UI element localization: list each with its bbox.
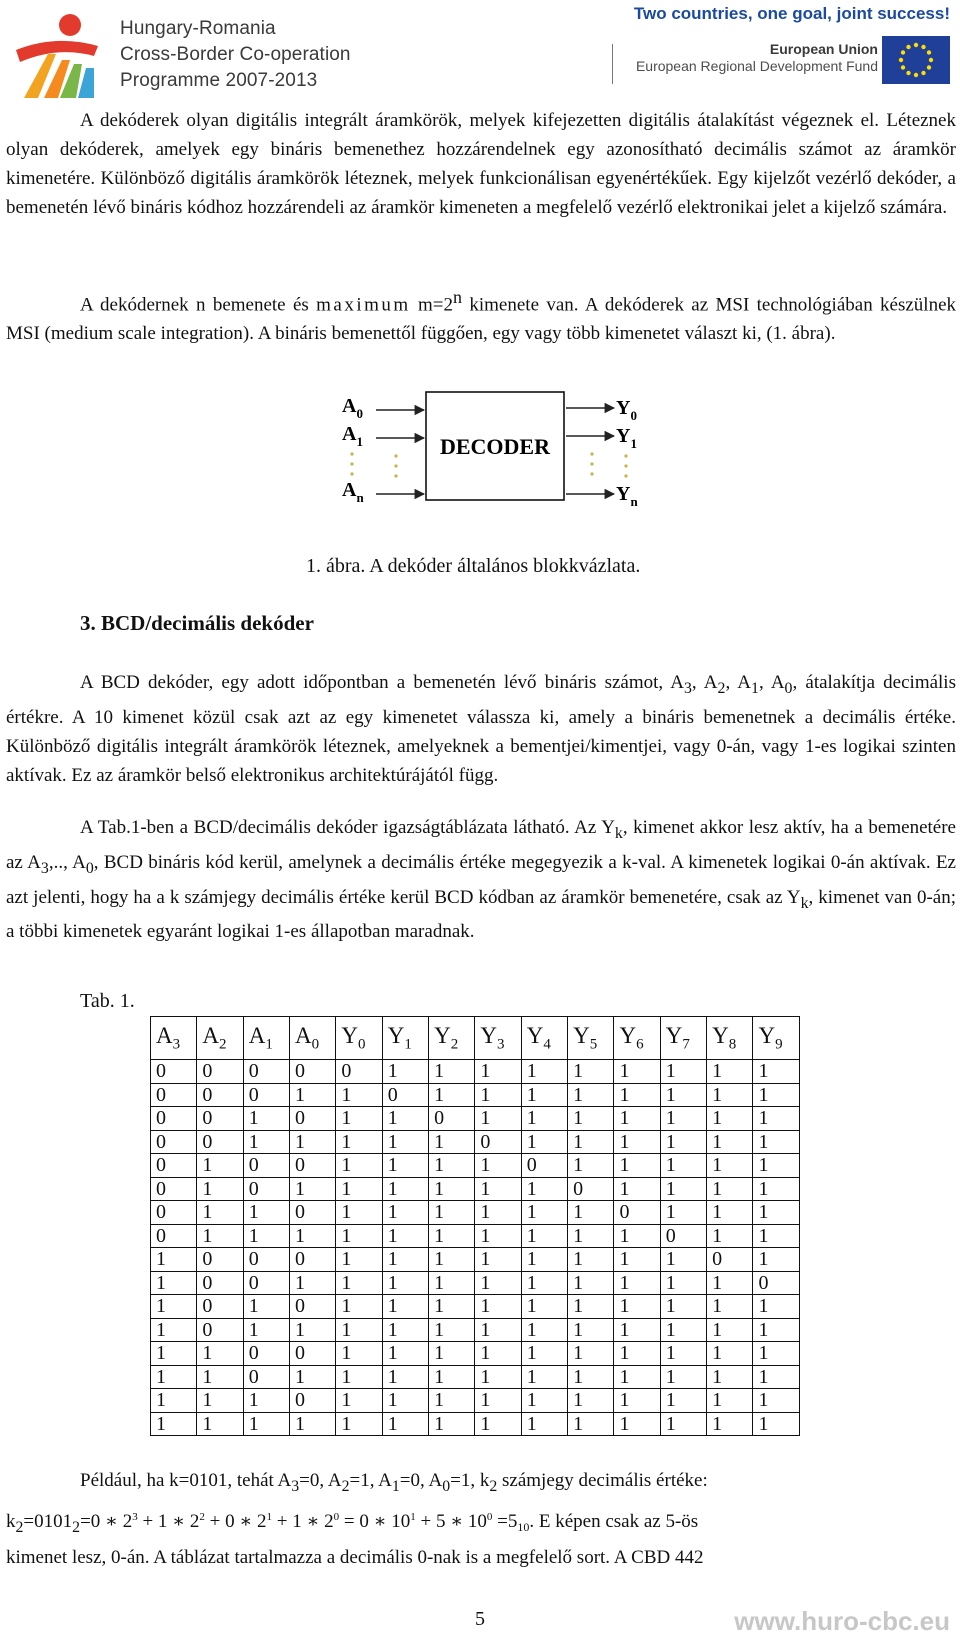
table-header-cell: $Y_4$ xyxy=(521,1017,567,1060)
table-cell: 0 xyxy=(151,1224,197,1248)
table-cell: 1 xyxy=(707,1224,753,1248)
table-cell: 1 xyxy=(707,1060,753,1084)
bcd-paragraph-1: A BCD dekóder, egy adott időpontban a bemenetén lévő bináris számot, $A_3$, $A_2$, $A_1$, $A_0$, átalakítja decimális értékre. A 10 kimenet közül csak azt az egy kimenetet válassza ki, amely a bináris bemenetnek a decimális értéke. Különböző digitális integrált áramkörök léteznek, amelyeknek a bementjei/kimentjei, vagy 0-án, vagy 1-es logikai szinten aktívak. Ez az áramkör belső elektronikus architektúrájától függ. xyxy=(6,672,956,786)
table-cell: 1 xyxy=(429,1342,475,1366)
table-row xyxy=(151,1154,800,1178)
second-paragraph xyxy=(6,283,956,348)
table-cell: 1 xyxy=(429,1412,475,1436)
table-row xyxy=(151,1342,800,1366)
programme-line-3: Programme 2007-2013 xyxy=(120,70,318,91)
table-cell: 1 xyxy=(475,1295,521,1319)
header-divider xyxy=(612,44,613,84)
input-label-an: $A_n$ xyxy=(342,479,364,505)
table-cell: 1 xyxy=(521,1177,567,1201)
example-line-1: Például, ha k=0101, tehát $A_3=0$, $A_2=1$, $A_1=0$, $A_0=1$, $k_2$ számjegy decimális értéke: xyxy=(80,1470,708,1495)
table-cell: 1 xyxy=(753,1177,800,1201)
table-cell: 1 xyxy=(568,1342,614,1366)
table-cell: 1 xyxy=(429,1083,475,1107)
table-header-cell: $Y_5$ xyxy=(568,1017,614,1060)
input-label-a1: $A_1$ xyxy=(342,423,363,449)
table-cell: 1 xyxy=(382,1201,428,1225)
table-cell: 0 xyxy=(151,1177,197,1201)
table-cell: 1 xyxy=(429,1248,475,1272)
table-cell: 0 xyxy=(614,1201,660,1225)
table-cell: 1 xyxy=(707,1107,753,1131)
table-cell: 1 xyxy=(151,1271,197,1295)
table-cell: 1 xyxy=(568,1060,614,1084)
output-label-yn: $Y_n$ xyxy=(616,483,638,509)
table-cell: 1 xyxy=(660,1060,706,1084)
table-cell: 0 xyxy=(290,1295,336,1319)
table-cell: 0 xyxy=(197,1271,243,1295)
table-cell: 1 xyxy=(475,1389,521,1413)
table-cell: 1 xyxy=(429,1201,475,1225)
table-cell: 1 xyxy=(568,1083,614,1107)
table-cell: 1 xyxy=(614,1154,660,1178)
decoder-block-diagram xyxy=(330,384,660,516)
table-cell: 1 xyxy=(243,1130,289,1154)
table-cell: 1 xyxy=(382,1060,428,1084)
table-cell: 1 xyxy=(290,1365,336,1389)
table-cell: 0 xyxy=(290,1107,336,1131)
table-cell: 1 xyxy=(707,1342,753,1366)
table-cell: 0 xyxy=(151,1154,197,1178)
decoder-label: DECODER xyxy=(439,434,551,459)
table-cell: 1 xyxy=(336,1342,382,1366)
table-cell: 1 xyxy=(429,1224,475,1248)
table-cell: 1 xyxy=(382,1224,428,1248)
table-cell: 1 xyxy=(336,1083,382,1107)
table-cell: 1 xyxy=(336,1412,382,1436)
table-header-cell: $Y_8$ xyxy=(707,1017,753,1060)
table-cell: 1 xyxy=(429,1295,475,1319)
table-cell: 0 xyxy=(151,1201,197,1225)
table-cell: 1 xyxy=(475,1107,521,1131)
table-cell: 1 xyxy=(614,1224,660,1248)
table-cell: 0 xyxy=(290,1201,336,1225)
table-cell: 1 xyxy=(707,1083,753,1107)
table-cell: 0 xyxy=(243,1342,289,1366)
table-cell: 1 xyxy=(290,1130,336,1154)
table-cell: 1 xyxy=(429,1154,475,1178)
table-cell: 1 xyxy=(429,1318,475,1342)
table-cell: 1 xyxy=(382,1295,428,1319)
table-cell: 1 xyxy=(521,1389,567,1413)
table-cell: 0 xyxy=(243,1060,289,1084)
table-header-cell: $A_0$ xyxy=(290,1017,336,1060)
slogan: Two countries, one goal, joint success! xyxy=(633,4,950,23)
table-cell: 1 xyxy=(753,1224,800,1248)
table-cell: 1 xyxy=(290,1318,336,1342)
table-cell: 1 xyxy=(521,1318,567,1342)
table-cell: 1 xyxy=(753,1318,800,1342)
table-cell: 0 xyxy=(243,1365,289,1389)
table-cell: 1 xyxy=(382,1412,428,1436)
table-cell: 1 xyxy=(521,1412,567,1436)
table-cell: 1 xyxy=(290,1224,336,1248)
page-number: 5 xyxy=(475,1608,485,1630)
table-row xyxy=(151,1224,800,1248)
table-cell: 1 xyxy=(475,1248,521,1272)
table-cell: 1 xyxy=(521,1365,567,1389)
table-cell: 1 xyxy=(151,1295,197,1319)
table-cell: 1 xyxy=(151,1365,197,1389)
second-text-b: kimenete van. A dekóderek az MSI technológiában készülnek MSI (medium scale integration). A bináris bemenettől függően, egy vagy több kimenetet választ ki, (1. ábra). xyxy=(6,294,957,345)
table-cell: 1 xyxy=(475,1154,521,1178)
table-row xyxy=(151,1365,800,1389)
table-cell: 1 xyxy=(382,1154,428,1178)
table-cell: 1 xyxy=(475,1412,521,1436)
table-cell: 1 xyxy=(290,1271,336,1295)
table-cell: 1 xyxy=(475,1060,521,1084)
table-cell: 1 xyxy=(243,1318,289,1342)
table-cell: 1 xyxy=(753,1342,800,1366)
table-cell: 1 xyxy=(197,1201,243,1225)
table-cell: 1 xyxy=(290,1177,336,1201)
table-cell: 1 xyxy=(475,1177,521,1201)
table-cell: 1 xyxy=(243,1412,289,1436)
eu-name: European Union xyxy=(769,41,878,57)
table-cell: 1 xyxy=(151,1389,197,1413)
table-body xyxy=(151,1060,800,1436)
table-cell: 1 xyxy=(707,1412,753,1436)
table-label: Tab. 1. xyxy=(80,990,135,1012)
table-cell: 1 xyxy=(568,1271,614,1295)
table-cell: 1 xyxy=(753,1295,800,1319)
table-row xyxy=(151,1412,800,1436)
table-cell: 1 xyxy=(243,1389,289,1413)
table-cell: 1 xyxy=(290,1083,336,1107)
table-cell: 1 xyxy=(521,1271,567,1295)
table-cell: 0 xyxy=(429,1107,475,1131)
table-row xyxy=(151,1318,800,1342)
table-cell: 0 xyxy=(382,1083,428,1107)
table-cell: 1 xyxy=(753,1201,800,1225)
table-cell: 1 xyxy=(521,1224,567,1248)
table-header-cell: $A_1$ xyxy=(243,1017,289,1060)
table-cell: 1 xyxy=(614,1271,660,1295)
table-cell: 0 xyxy=(197,1060,243,1084)
table-cell: 1 xyxy=(382,1248,428,1272)
table-row xyxy=(151,1295,800,1319)
eu-fund: European Regional Development Fund xyxy=(635,58,878,74)
table-cell: 1 xyxy=(707,1318,753,1342)
table-cell: 1 xyxy=(336,1295,382,1319)
table-cell: 1 xyxy=(568,1248,614,1272)
table-cell: 1 xyxy=(382,1318,428,1342)
table-cell: 1 xyxy=(753,1154,800,1178)
table-cell: 1 xyxy=(614,1342,660,1366)
second-exponent: n xyxy=(453,287,463,307)
table-cell: 1 xyxy=(568,1107,614,1131)
table-cell: 0 xyxy=(197,1083,243,1107)
table-cell: 1 xyxy=(753,1248,800,1272)
table-cell: 1 xyxy=(568,1412,614,1436)
table-cell: 1 xyxy=(336,1107,382,1131)
table-cell: 1 xyxy=(521,1107,567,1131)
table-cell: 1 xyxy=(336,1248,382,1272)
table-cell: 1 xyxy=(614,1295,660,1319)
table-cell: 0 xyxy=(660,1224,706,1248)
table-cell: 0 xyxy=(197,1318,243,1342)
table-cell: 0 xyxy=(243,1248,289,1272)
bcd-paragraph-2: A Tab.1-ben a BCD/decimális dekóder igazságtáblázata látható. Az $Y_k$, kimenet akkor lesz aktív, ha a bemenetére az $A_3$,.., $A_0$, BCD bináris kód kerül, amelynek a decimális értéke megegyezik a k-val. A kimenetek logikai 0-án aktívak. Ez azt jelenti, hogy ha a k számjegy decimális értéke kerül BCD kódban az áramkör bemenetére, csak az $Y_k$, kimenet van 0-án; a többi kimenetek egyaránt logikai 1-es állapotban maradnak. xyxy=(6,817,956,943)
table-row xyxy=(151,1060,800,1084)
table-cell: 1 xyxy=(614,1083,660,1107)
table-cell: 1 xyxy=(568,1365,614,1389)
table-cell: 1 xyxy=(568,1224,614,1248)
table-cell: 1 xyxy=(614,1248,660,1272)
table-row xyxy=(151,1271,800,1295)
table-cell: 1 xyxy=(568,1154,614,1178)
table-cell: 1 xyxy=(707,1130,753,1154)
table-cell: 1 xyxy=(614,1107,660,1131)
table-cell: 1 xyxy=(521,1130,567,1154)
table-cell: 1 xyxy=(753,1412,800,1436)
table-cell: 0 xyxy=(290,1248,336,1272)
table-cell: 1 xyxy=(243,1295,289,1319)
table-cell: 0 xyxy=(290,1389,336,1413)
output-label-y1: $Y_1$ xyxy=(616,425,637,451)
table-cell: 1 xyxy=(151,1318,197,1342)
table-cell: 0 xyxy=(243,1271,289,1295)
table-cell: 1 xyxy=(568,1130,614,1154)
table-cell: 1 xyxy=(151,1248,197,1272)
table-row xyxy=(151,1177,800,1201)
table-cell: 1 xyxy=(382,1365,428,1389)
table-cell: 1 xyxy=(382,1130,428,1154)
table-cell: 0 xyxy=(151,1107,197,1131)
table-cell: 0 xyxy=(243,1083,289,1107)
table-cell: 1 xyxy=(382,1271,428,1295)
table-header-cell: $Y_7$ xyxy=(660,1017,706,1060)
table-cell: 0 xyxy=(197,1295,243,1319)
table-header-cell: $Y_1$ xyxy=(382,1017,428,1060)
table-header-cell: $Y_0$ xyxy=(336,1017,382,1060)
table-cell: 1 xyxy=(382,1389,428,1413)
table-cell: 1 xyxy=(753,1060,800,1084)
table-cell: 1 xyxy=(660,1107,706,1131)
table-cell: 0 xyxy=(707,1248,753,1272)
table-cell: 1 xyxy=(429,1130,475,1154)
table-cell: 1 xyxy=(429,1177,475,1201)
table-cell: 1 xyxy=(660,1154,706,1178)
table-cell: 1 xyxy=(429,1389,475,1413)
table-cell: 1 xyxy=(660,1130,706,1154)
table-cell: 1 xyxy=(568,1295,614,1319)
table-cell: 1 xyxy=(753,1389,800,1413)
table-cell: 1 xyxy=(429,1060,475,1084)
table-cell: 1 xyxy=(707,1271,753,1295)
table-cell: 1 xyxy=(521,1060,567,1084)
table-cell: 1 xyxy=(614,1130,660,1154)
table-cell: 0 xyxy=(753,1271,800,1295)
table-cell: 1 xyxy=(243,1107,289,1131)
table-cell: 1 xyxy=(336,1365,382,1389)
table-cell: 1 xyxy=(614,1412,660,1436)
table-cell: 0 xyxy=(336,1060,382,1084)
table-cell: 1 xyxy=(614,1177,660,1201)
eu-flag-icon xyxy=(882,36,950,84)
table-cell: 1 xyxy=(521,1295,567,1319)
table-cell: 1 xyxy=(475,1342,521,1366)
table-cell: 0 xyxy=(151,1130,197,1154)
table-cell: 1 xyxy=(521,1083,567,1107)
table-cell: 1 xyxy=(660,1201,706,1225)
table-cell: 1 xyxy=(614,1365,660,1389)
table-cell: 1 xyxy=(521,1342,567,1366)
table-cell: 0 xyxy=(243,1177,289,1201)
table-row xyxy=(151,1083,800,1107)
table-row xyxy=(151,1201,800,1225)
table-cell: 1 xyxy=(660,1342,706,1366)
table-header-cell: $Y_2$ xyxy=(429,1017,475,1060)
table-cell: 1 xyxy=(336,1318,382,1342)
table-cell: 1 xyxy=(660,1271,706,1295)
second-text-a: A dekódernek n bemenete és xyxy=(80,294,317,316)
table-cell: 1 xyxy=(568,1318,614,1342)
second-text-m: m=2 xyxy=(410,294,454,316)
table-header-cell: $Y_6$ xyxy=(614,1017,660,1060)
table-cell: 1 xyxy=(197,1154,243,1178)
input-label-a0: $A_0$ xyxy=(342,395,363,421)
intro-paragraph: A dekóderek olyan digitális integrált áramkörök, melyek kifejezetten digitális átalakítást végeznek el. Léteznek olyan dekóderek, amelyek egy bináris bemenethez hozzárendelnek egy azonosítható decimális számot az áramkör kimenetére. Különböző digitális áramkörök léteznek, melyek funkcionálisan egyenértékűek. Egy kijelzőt vezérlő dekóder, a bemenetén lévő bináris kódhoz hozzárendeli az áramkör kimeneten a megfelelő vezérlő elektronikai jelet a kijelző számára. xyxy=(6,110,956,218)
table-cell: 1 xyxy=(475,1318,521,1342)
table-cell: 0 xyxy=(290,1342,336,1366)
table-cell: 1 xyxy=(197,1342,243,1366)
figure-caption: 1. ábra. A dekóder általános blokkvázlata. xyxy=(306,555,641,577)
table-cell: 1 xyxy=(707,1295,753,1319)
table-cell: 1 xyxy=(614,1389,660,1413)
table-cell: 0 xyxy=(290,1060,336,1084)
programme-logo-icon xyxy=(8,10,104,100)
table-cell: 1 xyxy=(336,1130,382,1154)
table-cell: 0 xyxy=(475,1130,521,1154)
table-cell: 1 xyxy=(660,1295,706,1319)
table-cell: 0 xyxy=(521,1154,567,1178)
table-cell: 1 xyxy=(475,1201,521,1225)
table-cell: 1 xyxy=(521,1248,567,1272)
table-cell: 1 xyxy=(475,1271,521,1295)
table-cell: 1 xyxy=(568,1389,614,1413)
table-cell: 0 xyxy=(151,1060,197,1084)
table-cell: 1 xyxy=(660,1177,706,1201)
table-cell: 1 xyxy=(336,1177,382,1201)
programme-line-2: Cross-Border Co-operation xyxy=(120,44,351,65)
table-cell: 1 xyxy=(753,1107,800,1131)
table-row xyxy=(151,1389,800,1413)
table-cell: 1 xyxy=(660,1365,706,1389)
table-cell: 1 xyxy=(707,1365,753,1389)
output-label-y0: $Y_0$ xyxy=(616,397,637,423)
table-cell: 1 xyxy=(521,1201,567,1225)
table-row xyxy=(151,1107,800,1131)
table-cell: 1 xyxy=(429,1365,475,1389)
table-cell: 1 xyxy=(197,1224,243,1248)
table-header-cell: $Y_9$ xyxy=(753,1017,800,1060)
table-cell: 1 xyxy=(382,1107,428,1131)
table-cell: 1 xyxy=(336,1271,382,1295)
table-cell: 0 xyxy=(290,1154,336,1178)
table-header-cell: $A_3$ xyxy=(151,1017,197,1060)
second-maximum: maximum xyxy=(316,294,411,316)
input-ellipsis-dots xyxy=(350,452,397,477)
table-cell: 1 xyxy=(151,1412,197,1436)
table-cell: 1 xyxy=(475,1365,521,1389)
truth-table xyxy=(150,1016,800,1436)
website-link[interactable]: www.huro-cbc.eu xyxy=(734,1606,950,1636)
table-cell: 1 xyxy=(243,1201,289,1225)
programme-line-1: Hungary-Romania xyxy=(120,18,276,39)
table-cell: 0 xyxy=(243,1154,289,1178)
table-cell: 1 xyxy=(475,1083,521,1107)
table-cell: 1 xyxy=(197,1177,243,1201)
table-cell: 1 xyxy=(336,1224,382,1248)
table-header-cell: $Y_3$ xyxy=(475,1017,521,1060)
table-cell: 1 xyxy=(707,1177,753,1201)
table-cell: 1 xyxy=(151,1342,197,1366)
table-cell: 1 xyxy=(336,1201,382,1225)
example-line-2: $k_2=0101_2=0$ ∗ $2^3 + 1$ ∗ $2^2 + 0$ ∗ $2^1 + 1$ ∗ $2^0 = 0$ ∗ $10^1 + 5$ ∗ $10^0 =5_{10}$. E képen csak az 5-ös xyxy=(6,1510,699,1536)
table-cell: 0 xyxy=(197,1248,243,1272)
table-cell: 1 xyxy=(382,1342,428,1366)
table-cell: 1 xyxy=(290,1412,336,1436)
table-header-cell: $A_2$ xyxy=(197,1017,243,1060)
table-row xyxy=(151,1248,800,1272)
example-line-3: kimenet lesz, 0-án. A táblázat tartalmazza a decimális 0-nak is a megfelelő sort. A CBD 442 xyxy=(6,1546,704,1568)
table-cell: 1 xyxy=(660,1412,706,1436)
output-ellipsis-dots xyxy=(590,452,627,477)
table-cell: 1 xyxy=(429,1271,475,1295)
table-cell: 1 xyxy=(336,1389,382,1413)
table-cell: 1 xyxy=(197,1412,243,1436)
table-cell: 1 xyxy=(382,1177,428,1201)
table-cell: 1 xyxy=(753,1365,800,1389)
table-cell: 0 xyxy=(151,1083,197,1107)
table-row xyxy=(151,1130,800,1154)
table-header-row xyxy=(151,1017,800,1060)
table-cell: 0 xyxy=(197,1130,243,1154)
table-cell: 0 xyxy=(197,1107,243,1131)
table-cell: 1 xyxy=(243,1224,289,1248)
table-cell: 1 xyxy=(614,1060,660,1084)
table-cell: 1 xyxy=(336,1154,382,1178)
table-cell: 1 xyxy=(660,1248,706,1272)
table-cell: 1 xyxy=(753,1083,800,1107)
table-cell: 1 xyxy=(707,1154,753,1178)
example-block xyxy=(6,1466,956,1573)
section-heading: 3. BCD/decimális dekóder xyxy=(80,611,314,635)
table-cell: 1 xyxy=(753,1130,800,1154)
table-cell: 1 xyxy=(197,1389,243,1413)
table-cell: 1 xyxy=(660,1318,706,1342)
table-cell: 1 xyxy=(568,1201,614,1225)
table-cell: 1 xyxy=(614,1318,660,1342)
table-cell: 1 xyxy=(475,1224,521,1248)
table-cell: 1 xyxy=(660,1389,706,1413)
table-cell: 1 xyxy=(707,1389,753,1413)
table-cell: 1 xyxy=(197,1365,243,1389)
table-cell: 1 xyxy=(707,1201,753,1225)
table-cell: 1 xyxy=(660,1083,706,1107)
table-cell: 0 xyxy=(568,1177,614,1201)
